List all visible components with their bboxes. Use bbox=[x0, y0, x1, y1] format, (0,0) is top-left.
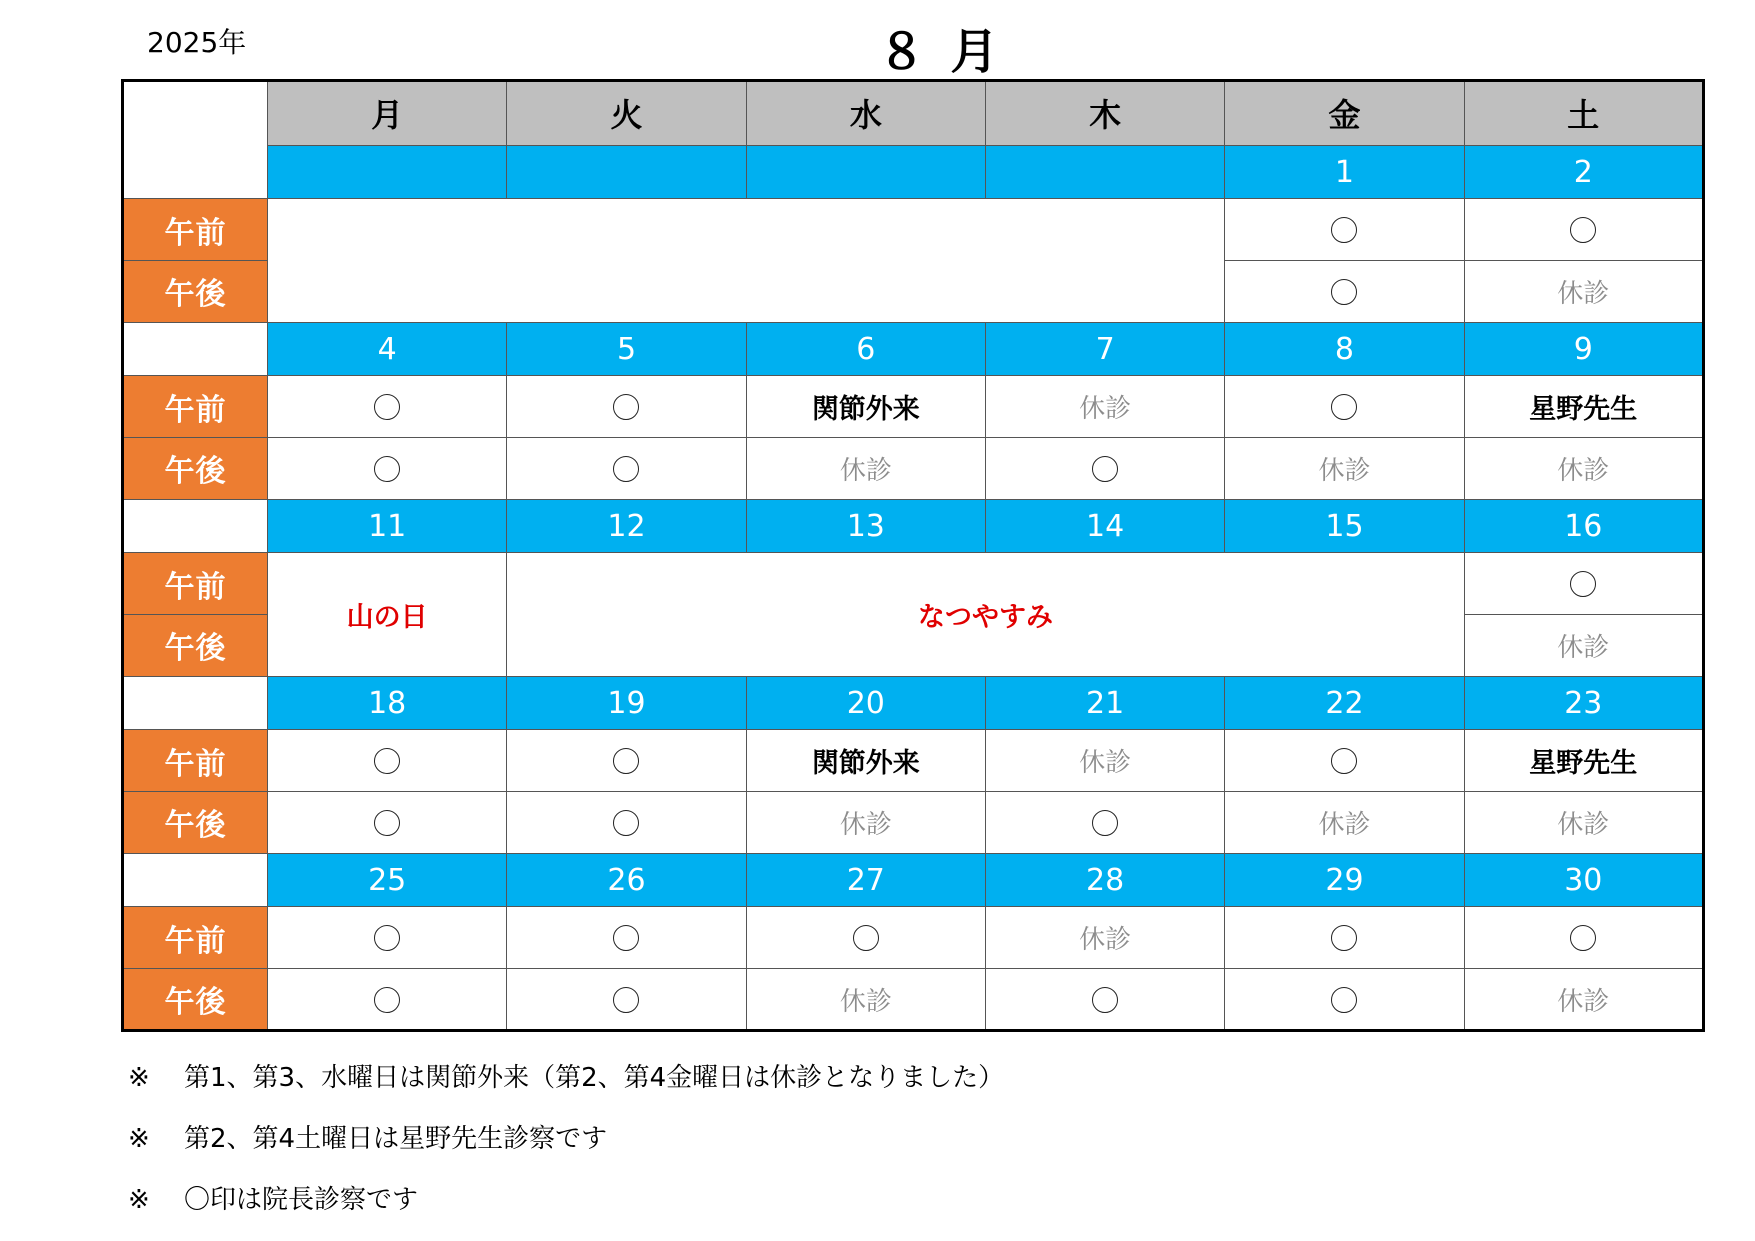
schedule-cell bbox=[507, 792, 746, 854]
schedule-cell bbox=[268, 438, 507, 500]
date-cell: 1 bbox=[1225, 145, 1464, 199]
schedule-table bbox=[121, 79, 1705, 1032]
date-cell: 14 bbox=[985, 499, 1224, 553]
date-cell: 7 bbox=[985, 322, 1224, 376]
special-clinic-text: 関節外来 bbox=[811, 394, 920, 426]
schedule-cell bbox=[268, 792, 507, 854]
am-row bbox=[123, 376, 1704, 438]
note-item bbox=[128, 1121, 1004, 1182]
date-cell: 30 bbox=[1464, 853, 1703, 907]
weekday-fri: 金 bbox=[1225, 81, 1464, 146]
circle-mark-icon bbox=[1092, 810, 1118, 836]
circle-mark-icon bbox=[1331, 279, 1357, 305]
date-cell: 23 bbox=[1464, 676, 1703, 730]
closed-text: 休診 bbox=[1079, 748, 1132, 779]
schedule-cell bbox=[1225, 907, 1464, 969]
date-cell: 19 bbox=[507, 676, 746, 730]
date-cell: 25 bbox=[268, 853, 507, 907]
closed-text: 休診 bbox=[839, 809, 892, 840]
date-row bbox=[123, 853, 1704, 907]
date-cell: 12 bbox=[507, 499, 746, 553]
schedule-cell bbox=[1464, 438, 1703, 500]
date-cell: 13 bbox=[746, 499, 985, 553]
circle-mark-icon bbox=[374, 987, 400, 1013]
circle-mark-icon bbox=[374, 456, 400, 482]
year-label: 2025年 bbox=[147, 26, 247, 59]
schedule-cell bbox=[507, 730, 746, 792]
schedule-cell bbox=[985, 376, 1224, 438]
circle-mark-icon bbox=[1570, 571, 1596, 597]
pm-label: 午後 bbox=[123, 969, 268, 1031]
circle-mark-icon bbox=[374, 748, 400, 774]
summer-break-text: なつやすみ bbox=[917, 602, 1053, 634]
pm-row bbox=[123, 792, 1704, 854]
closed-text: 休診 bbox=[839, 986, 892, 1017]
date-cell: 5 bbox=[507, 322, 746, 376]
circle-mark-icon bbox=[1092, 456, 1118, 482]
weekday-thu: 木 bbox=[985, 81, 1224, 146]
schedule-cell bbox=[1225, 969, 1464, 1031]
pm-row bbox=[123, 438, 1704, 500]
date-cell: 4 bbox=[268, 322, 507, 376]
date-cell: 6 bbox=[746, 322, 985, 376]
circle-mark-icon bbox=[1331, 987, 1357, 1013]
circle-mark-icon bbox=[613, 748, 639, 774]
month-title: ８ 月 bbox=[877, 24, 1003, 80]
circle-mark-icon bbox=[613, 456, 639, 482]
special-clinic-text: 星野先生 bbox=[1529, 748, 1638, 780]
schedule-cell bbox=[268, 376, 507, 438]
date-cell: 22 bbox=[1225, 676, 1464, 730]
weekday-header-row bbox=[123, 81, 1704, 146]
circle-mark-icon bbox=[374, 925, 400, 951]
closed-text: 休診 bbox=[1557, 809, 1610, 840]
pm-label: 午後 bbox=[123, 792, 268, 854]
closed-text: 休診 bbox=[1079, 925, 1132, 956]
date-cell: 15 bbox=[1225, 499, 1464, 553]
schedule-cell bbox=[1225, 199, 1464, 261]
am-label: 午前 bbox=[123, 553, 268, 615]
schedule-cell bbox=[985, 730, 1224, 792]
schedule-cell bbox=[985, 969, 1224, 1031]
date-cell: 18 bbox=[268, 676, 507, 730]
circle-mark-icon bbox=[853, 925, 879, 951]
holiday-text: 山の日 bbox=[346, 602, 428, 634]
schedule-cell bbox=[746, 376, 985, 438]
date-cell bbox=[985, 145, 1224, 199]
closed-text: 休診 bbox=[839, 455, 892, 486]
schedule-cell bbox=[746, 792, 985, 854]
closed-text: 休診 bbox=[1557, 455, 1610, 486]
pm-row bbox=[123, 969, 1704, 1031]
schedule-cell bbox=[507, 907, 746, 969]
closed-text: 休診 bbox=[1557, 986, 1610, 1017]
date-cell: 16 bbox=[1464, 499, 1703, 553]
weekday-mon: 月 bbox=[268, 81, 507, 146]
schedule-cell bbox=[1464, 969, 1703, 1031]
circle-mark-icon bbox=[613, 925, 639, 951]
schedule-cell bbox=[1225, 438, 1464, 500]
date-cell: 2 bbox=[1464, 145, 1703, 199]
note-item bbox=[128, 1182, 1004, 1241]
date-row bbox=[123, 322, 1704, 376]
date-cell: 20 bbox=[746, 676, 985, 730]
note-mark: ※ bbox=[128, 1124, 150, 1154]
am-label: 午前 bbox=[123, 376, 268, 438]
date-cell: 21 bbox=[985, 676, 1224, 730]
schedule-cell bbox=[268, 730, 507, 792]
note-text: 第2、第4土曜日は星野先生診察です bbox=[184, 1124, 608, 1154]
schedule-cell bbox=[746, 969, 985, 1031]
date-cell: 29 bbox=[1225, 853, 1464, 907]
am-label: 午前 bbox=[123, 199, 268, 261]
schedule-cell bbox=[268, 907, 507, 969]
closed-text: 休診 bbox=[1318, 809, 1371, 840]
schedule-cell bbox=[1225, 376, 1464, 438]
circle-mark-icon bbox=[613, 987, 639, 1013]
schedule-cell bbox=[1464, 615, 1703, 677]
circle-mark-icon bbox=[1331, 394, 1357, 420]
date-cell bbox=[268, 145, 507, 199]
weekday-wed: 水 bbox=[746, 81, 985, 146]
note-item bbox=[128, 1060, 1004, 1121]
note-text: 第1、第3、水曜日は関節外来（第2、第4金曜日は休診となりました） bbox=[184, 1063, 1005, 1093]
am-row bbox=[123, 730, 1704, 792]
circle-mark-icon bbox=[1570, 925, 1596, 951]
circle-mark-icon bbox=[374, 810, 400, 836]
pm-label: 午後 bbox=[123, 615, 268, 677]
circle-mark-icon bbox=[1331, 748, 1357, 774]
schedule-cell bbox=[1225, 792, 1464, 854]
date-cell: 28 bbox=[985, 853, 1224, 907]
schedule-cell bbox=[985, 907, 1224, 969]
schedule-cell bbox=[985, 438, 1224, 500]
date-row-spacer bbox=[123, 676, 268, 730]
date-cell: 27 bbox=[746, 853, 985, 907]
circle-mark-icon bbox=[374, 394, 400, 420]
holiday-cell bbox=[268, 553, 507, 676]
closed-text: 休診 bbox=[1557, 278, 1610, 309]
pm-label: 午後 bbox=[123, 438, 268, 500]
schedule-cell bbox=[1464, 199, 1703, 261]
am-label: 午前 bbox=[123, 730, 268, 792]
am-row bbox=[123, 907, 1704, 969]
closed-text: 休診 bbox=[1079, 394, 1132, 425]
schedule-cell bbox=[1464, 553, 1703, 615]
date-cell: 8 bbox=[1225, 322, 1464, 376]
schedule-cell bbox=[1225, 261, 1464, 323]
circle-mark-icon bbox=[1570, 217, 1596, 243]
am-label: 午前 bbox=[123, 907, 268, 969]
am-row bbox=[123, 199, 1704, 261]
circle-mark-icon bbox=[613, 394, 639, 420]
summer-break-cell bbox=[507, 553, 1464, 676]
note-text: 〇印は院長診察です bbox=[184, 1185, 419, 1215]
schedule-cell bbox=[1464, 730, 1703, 792]
notes-section bbox=[128, 1060, 1004, 1241]
date-row bbox=[123, 676, 1704, 730]
special-clinic-text: 関節外来 bbox=[811, 748, 920, 780]
note-mark: ※ bbox=[128, 1185, 150, 1215]
schedule-cell bbox=[746, 730, 985, 792]
schedule-cell bbox=[746, 907, 985, 969]
special-clinic-text: 星野先生 bbox=[1529, 394, 1638, 426]
schedule-cell bbox=[746, 438, 985, 500]
am-row bbox=[123, 553, 1704, 615]
schedule-cell bbox=[985, 792, 1224, 854]
circle-mark-icon bbox=[1092, 987, 1118, 1013]
date-row bbox=[123, 145, 1704, 199]
schedule-cell bbox=[1464, 907, 1703, 969]
date-row bbox=[123, 499, 1704, 553]
no-schedule-cell bbox=[268, 199, 1225, 322]
schedule-cell bbox=[268, 969, 507, 1031]
date-cell: 9 bbox=[1464, 322, 1703, 376]
date-row-spacer bbox=[123, 322, 268, 376]
pm-label: 午後 bbox=[123, 261, 268, 323]
date-row-spacer bbox=[123, 499, 268, 553]
schedule-cell bbox=[1225, 730, 1464, 792]
note-mark: ※ bbox=[128, 1063, 150, 1093]
circle-mark-icon bbox=[1331, 925, 1357, 951]
date-cell: 26 bbox=[507, 853, 746, 907]
date-cell bbox=[746, 145, 985, 199]
circle-mark-icon bbox=[613, 810, 639, 836]
schedule-cell bbox=[1464, 792, 1703, 854]
date-cell bbox=[507, 145, 746, 199]
circle-mark-icon bbox=[1331, 217, 1357, 243]
closed-text: 休診 bbox=[1557, 632, 1610, 663]
weekday-tue: 火 bbox=[507, 81, 746, 146]
date-row-spacer bbox=[123, 853, 268, 907]
date-cell: 11 bbox=[268, 499, 507, 553]
closed-text: 休診 bbox=[1318, 455, 1371, 486]
weekday-sat: 土 bbox=[1464, 81, 1703, 146]
schedule-cell bbox=[507, 376, 746, 438]
schedule-cell bbox=[1464, 376, 1703, 438]
schedule-cell bbox=[507, 438, 746, 500]
corner-cell bbox=[123, 81, 268, 199]
schedule-cell bbox=[1464, 261, 1703, 323]
schedule-cell bbox=[507, 969, 746, 1031]
